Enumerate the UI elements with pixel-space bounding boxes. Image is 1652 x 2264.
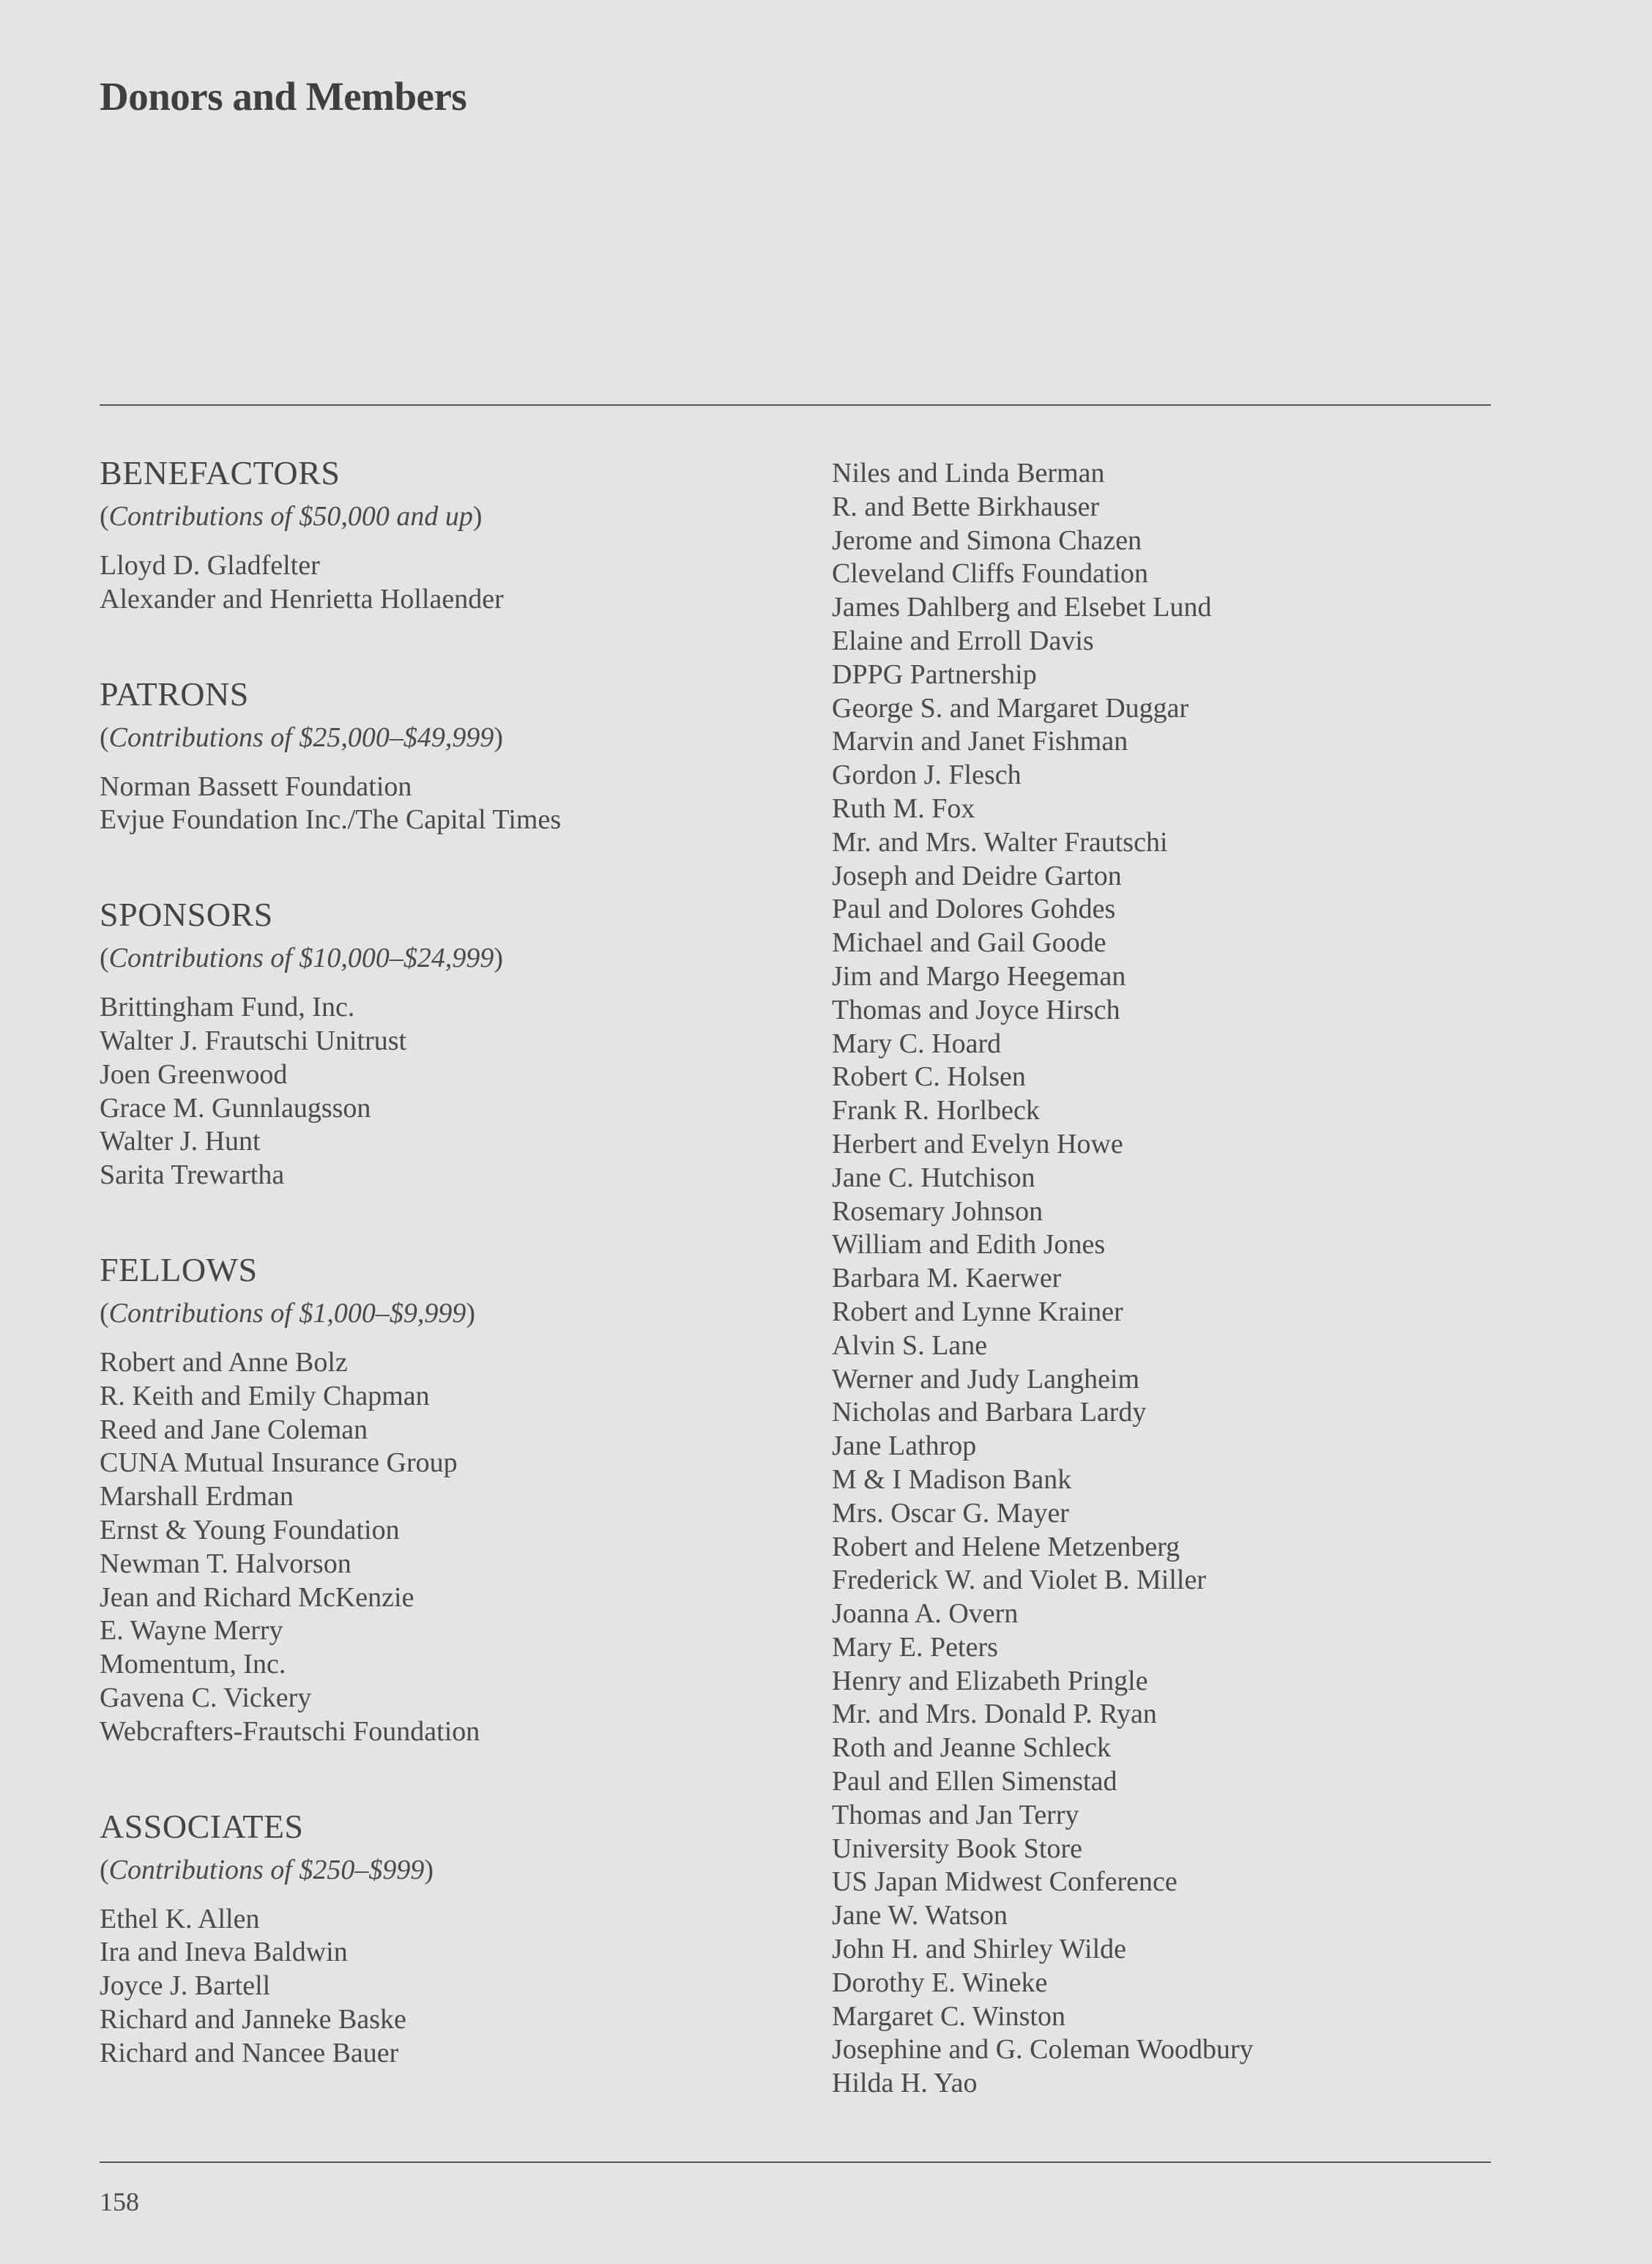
donor-name: Lloyd D. Gladfelter [100, 550, 320, 581]
section-contribution-note: (Contributions of $1,000–$9,999) [100, 1297, 476, 1329]
donor-name: Alexander and Henrietta Hollaender [100, 583, 504, 615]
donor-name: William and Edith Jones [832, 1229, 1106, 1261]
section-fellows [100, 1250, 788, 1749]
donor-name: Rosemary Johnson [832, 1195, 1043, 1227]
donor-name: Joyce J. Bartell [100, 1970, 271, 2002]
donor-name: Reed and Jane Coleman [100, 1414, 368, 1445]
donor-name: Barbara M. Kaerwer [832, 1263, 1062, 1294]
donor-name: Mr. and Mrs. Donald P. Ryan [832, 1699, 1157, 1730]
donor-name: Robert and Anne Bolz [100, 1346, 348, 1378]
donor-name: Momentum, Inc. [100, 1649, 286, 1680]
donor-name: DPPG Partnership [832, 658, 1037, 690]
donor-name: Mrs. Oscar G. Mayer [832, 1497, 1069, 1529]
donor-name: R. Keith and Emily Chapman [100, 1380, 430, 1411]
donor-name: Jane C. Hutchison [832, 1162, 1035, 1193]
donor-name: Paul and Ellen Simenstad [832, 1766, 1117, 1797]
section-heading: ASSOCIATES [100, 1807, 304, 1845]
donor-name: Ethel K. Allen [100, 1903, 260, 1934]
donor-name-list [100, 549, 788, 617]
donor-name: Dorothy E. Wineke [832, 1967, 1048, 1998]
donor-name: Frank R. Horlbeck [832, 1095, 1040, 1127]
section-sponsors [100, 894, 788, 1192]
contribution-range: Contributions of $25,000–$49,999 [108, 721, 494, 753]
donor-name: Robert and Helene Metzenberg [832, 1531, 1180, 1562]
contribution-range: Contributions of $1,000–$9,999 [108, 1297, 466, 1329]
donor-name: University Book Store [832, 1833, 1082, 1864]
donor-name: George S. and Margaret Duggar [832, 692, 1189, 724]
section-heading: FELLOWS [100, 1250, 258, 1288]
donor-name: Marvin and Janet Fishman [832, 726, 1128, 757]
page-title: Donors and Members [100, 74, 467, 119]
donor-name: Henry and Elizabeth Pringle [832, 1665, 1148, 1696]
donor-name-list [100, 1903, 788, 2071]
donor-name: Margaret C. Winston [832, 2000, 1065, 2032]
donor-name: Walter J. Frautschi Unitrust [100, 1025, 407, 1056]
right-column-name-list [832, 457, 1491, 2101]
donor-name: Josephine and G. Coleman Woodbury [832, 2034, 1254, 2066]
donor-name: Roth and Jeanne Schleck [832, 1732, 1111, 1764]
donor-name: Evjue Foundation Inc./The Capital Times [100, 804, 562, 836]
donor-name: Robert and Lynne Krainer [832, 1296, 1123, 1327]
donor-name: R. and Bette Birkhauser [832, 491, 1100, 522]
donor-name: Paul and Dolores Gohdes [832, 894, 1116, 925]
donor-name: Richard and Nancee Bauer [100, 2037, 399, 2068]
donor-name: Jean and Richard McKenzie [100, 1581, 414, 1613]
donor-name: Alvin S. Lane [832, 1329, 988, 1361]
donor-name: Jerome and Simona Chazen [832, 524, 1142, 556]
donor-name: Gordon J. Flesch [832, 760, 1022, 791]
donor-name: Sarita Trewartha [100, 1159, 285, 1191]
donor-name: Elaine and Erroll Davis [832, 625, 1094, 656]
donor-name: Joseph and Deidre Garton [832, 860, 1122, 891]
section-heading: SPONSORS [100, 896, 273, 934]
donor-name: Michael and Gail Goode [832, 927, 1106, 959]
donor-name: Niles and Linda Berman [832, 458, 1105, 489]
donor-name: Mary C. Hoard [832, 1028, 1002, 1059]
donor-name: Jane Lathrop [832, 1430, 977, 1462]
donor-name: Jim and Margo Heegeman [832, 960, 1126, 992]
donor-name: M & I Madison Bank [832, 1463, 1072, 1495]
donor-name: CUNA Mutual Insurance Group [100, 1447, 458, 1479]
donor-name: Ruth M. Fox [832, 793, 975, 824]
donor-name: Herbert and Evelyn Howe [832, 1128, 1123, 1159]
section-heading: PATRONS [100, 675, 249, 713]
donor-name: John H. and Shirley Wilde [832, 1934, 1127, 1965]
donor-name: Thomas and Jan Terry [832, 1799, 1079, 1830]
donor-name: Robert C. Holsen [832, 1061, 1026, 1093]
right-column [832, 457, 1491, 2101]
contribution-range: Contributions of $250–$999 [108, 1854, 425, 1885]
contribution-range: Contributions of $50,000 and up [108, 501, 473, 532]
section-contribution-note: (Contributions of $50,000 and up) [100, 501, 483, 532]
donor-name: Walter J. Hunt [100, 1126, 261, 1157]
donor-name: Gavena C. Vickery [100, 1682, 312, 1713]
donor-name: Thomas and Joyce Hirsch [832, 994, 1120, 1025]
donor-name: Werner and Judy Langheim [832, 1363, 1140, 1395]
donor-name: Frederick W. and Violet B. Miller [832, 1565, 1206, 1596]
donor-name: Joanna A. Overn [832, 1598, 1019, 1630]
donor-name: Webcrafters-Frautschi Foundation [100, 1715, 480, 1747]
donor-name: Marshall Erdman [100, 1481, 294, 1513]
donor-name-list [100, 991, 788, 1192]
left-column [100, 453, 788, 2128]
section-heading: BENEFACTORS [100, 454, 341, 491]
donor-name: Brittingham Fund, Inc. [100, 992, 355, 1023]
donor-name: Newman T. Halvorson [100, 1548, 351, 1579]
donor-name: Hilda H. Yao [832, 2068, 978, 2099]
contribution-range: Contributions of $10,000–$24,999 [108, 943, 494, 974]
section-patrons [100, 674, 788, 838]
section-contribution-note: (Contributions of $25,000–$49,999) [100, 721, 504, 753]
donor-name: Mary E. Peters [832, 1631, 998, 1663]
section-contribution-note: (Contributions of $10,000–$24,999) [100, 943, 504, 974]
donor-name: Norman Bassett Foundation [100, 771, 412, 802]
donor-name: Ernst & Young Foundation [100, 1514, 400, 1545]
donor-name: Jane W. Watson [832, 1900, 1008, 1931]
section-benefactors [100, 453, 788, 617]
bottom-divider [100, 2161, 1491, 2163]
section-contribution-note: (Contributions of $250–$999) [100, 1854, 434, 1885]
top-divider [100, 404, 1491, 406]
donor-name: Nicholas and Barbara Lardy [832, 1397, 1147, 1428]
donor-name: Grace M. Gunnlaugsson [100, 1092, 371, 1124]
donor-name-list [100, 771, 788, 838]
page-number: 158 [100, 2187, 139, 2216]
donor-name: US Japan Midwest Conference [832, 1866, 1177, 1898]
donor-name-list [100, 1346, 788, 1749]
donor-name: Joen Greenwood [100, 1058, 288, 1090]
donor-name: Richard and Janneke Baske [100, 2003, 406, 2035]
donor-name: Ira and Ineva Baldwin [100, 1937, 348, 1968]
donor-name: Mr. and Mrs. Walter Frautschi [832, 826, 1168, 858]
donor-name: Cleveland Cliffs Foundation [832, 558, 1149, 590]
donor-name: E. Wayne Merry [100, 1615, 283, 1647]
section-associates [100, 1806, 788, 2071]
donor-name: James Dahlberg and Elsebet Lund [832, 592, 1212, 623]
